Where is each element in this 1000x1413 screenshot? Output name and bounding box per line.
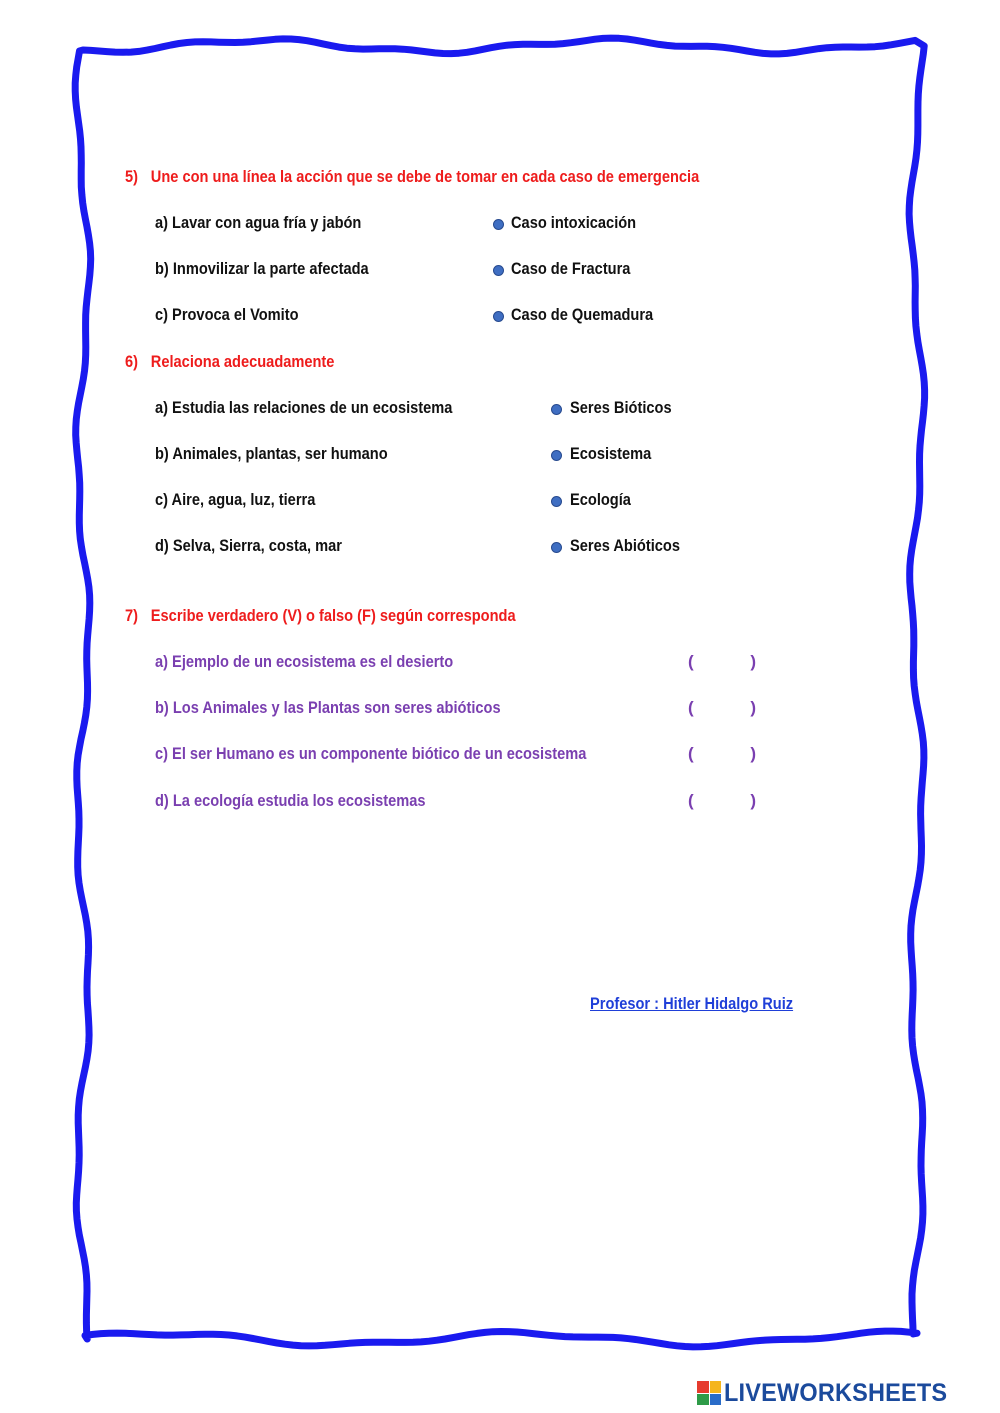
question-6-number: 6) bbox=[125, 352, 139, 371]
q5-left-item: a) Lavar con agua fría y jabón bbox=[155, 213, 362, 232]
open-paren: ( bbox=[688, 744, 694, 763]
brand-name: LIVEWORKSHEETS bbox=[724, 1378, 948, 1407]
q7-answer-field[interactable] bbox=[688, 791, 756, 811]
close-paren: ) bbox=[750, 791, 756, 810]
q5-right-item: Caso intoxicación bbox=[511, 213, 637, 232]
question-7-title: Escribe verdadero (V) o falso (F) según corresponda bbox=[150, 606, 516, 625]
q6-match-dot[interactable] bbox=[551, 542, 562, 553]
question-7-heading bbox=[125, 606, 516, 626]
q6-left-item: d) Selva, Sierra, costa, mar bbox=[155, 536, 342, 555]
q6-right-item: Seres Bióticos bbox=[570, 398, 672, 417]
q5-match-dot[interactable] bbox=[493, 311, 504, 322]
q7-answer-field[interactable] bbox=[688, 744, 756, 764]
close-paren: ) bbox=[750, 744, 756, 763]
q7-answer-field[interactable] bbox=[688, 652, 756, 672]
q6-match-dot[interactable] bbox=[551, 496, 562, 507]
q6-match-dot[interactable] bbox=[551, 404, 562, 415]
liveworksheets-brand bbox=[697, 1378, 962, 1408]
liveworksheets-logo-icon bbox=[697, 1381, 721, 1405]
q7-answer-field[interactable] bbox=[688, 698, 756, 718]
question-6-title: Relaciona adecuadamente bbox=[150, 352, 335, 371]
close-paren: ) bbox=[750, 698, 756, 717]
q5-left-item: c) Provoca el Vomito bbox=[155, 305, 299, 324]
question-7-number: 7) bbox=[125, 606, 139, 625]
q5-match-dot[interactable] bbox=[493, 265, 504, 276]
q5-right-item: Caso de Fractura bbox=[511, 259, 631, 278]
question-5-title: Une con una línea la acción que se debe de tomar en cada caso de emergencia bbox=[150, 167, 700, 186]
q6-right-item: Ecosistema bbox=[570, 444, 652, 463]
q7-statement: b) Los Animales y las Plantas son seres abióticos bbox=[155, 698, 501, 717]
q7-statement: d) La ecología estudia los ecosistemas bbox=[155, 791, 426, 810]
teacher-signature: Profesor : Hitler Hidalgo Ruiz bbox=[590, 994, 794, 1013]
question-5-heading bbox=[125, 167, 699, 187]
open-paren: ( bbox=[688, 652, 694, 671]
q7-statement: c) El ser Humano es un componente biótico de un ecosistema bbox=[155, 744, 587, 763]
q6-left-item: c) Aire, agua, luz, tierra bbox=[155, 490, 316, 509]
question-6-heading bbox=[125, 352, 334, 372]
q6-right-item: Ecología bbox=[570, 490, 631, 509]
q6-left-item: b) Animales, plantas, ser humano bbox=[155, 444, 388, 463]
open-paren: ( bbox=[688, 791, 694, 810]
q5-right-item: Caso de Quemadura bbox=[511, 305, 654, 324]
q5-match-dot[interactable] bbox=[493, 219, 504, 230]
q6-left-item: a) Estudia las relaciones de un ecosistema bbox=[155, 398, 453, 417]
q6-match-dot[interactable] bbox=[551, 450, 562, 461]
q6-right-item: Seres Abióticos bbox=[570, 536, 680, 555]
close-paren: ) bbox=[750, 652, 756, 671]
q5-left-item: b) Inmovilizar la parte afectada bbox=[155, 259, 369, 278]
q7-statement: a) Ejemplo de un ecosistema es el desierto bbox=[155, 652, 454, 671]
open-paren: ( bbox=[688, 698, 694, 717]
question-5-number: 5) bbox=[125, 167, 139, 186]
